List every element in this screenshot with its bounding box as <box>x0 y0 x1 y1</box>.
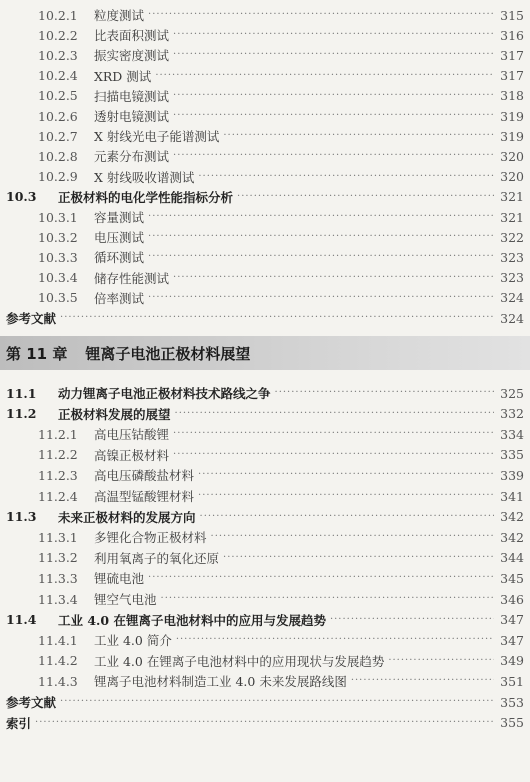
toc-entry[interactable] <box>0 650 530 672</box>
toc-entry[interactable] <box>0 267 530 289</box>
dot-leader <box>173 423 494 445</box>
dot-leader <box>173 24 494 46</box>
dot-leader <box>211 526 494 548</box>
section-title: 工业 4.0 在锂离子电池材料中的应用与发展趋势 <box>58 612 326 628</box>
page-number: 325 <box>500 385 524 401</box>
dot-leader <box>148 567 494 589</box>
section-title: 利用氧离子的氧化还原 <box>94 550 220 566</box>
section-title: 倍率测试 <box>94 290 145 306</box>
dot-leader <box>60 691 494 713</box>
page-number: 341 <box>500 488 524 504</box>
dot-leader <box>198 166 494 188</box>
dot-leader <box>35 712 494 734</box>
page-number: 347 <box>500 612 524 628</box>
toc-entry[interactable] <box>0 547 530 569</box>
section-number: 10.2.7 <box>38 128 78 144</box>
dot-leader <box>223 125 494 147</box>
page-number: 334 <box>500 426 524 442</box>
section-title: 比表面积测试 <box>94 28 170 44</box>
page-number: 323 <box>500 270 524 286</box>
section-title: 未来正极材料的发展方向 <box>58 509 196 525</box>
section-number: 11.2 <box>6 406 37 422</box>
toc-entry[interactable] <box>0 567 530 589</box>
page-number: 316 <box>500 27 524 43</box>
section-number: 11.1 <box>6 385 37 401</box>
dot-leader <box>173 444 494 466</box>
dot-leader <box>173 145 494 167</box>
chapter-heading <box>0 336 530 370</box>
section-title: X 射线吸收谱测试 <box>94 169 195 185</box>
toc-entry[interactable] <box>0 186 530 208</box>
toc-entry[interactable] <box>0 506 530 528</box>
section-title: 储存性能测试 <box>94 270 170 286</box>
dot-leader <box>175 403 494 425</box>
toc-entry[interactable] <box>0 444 530 466</box>
dot-leader <box>148 246 494 268</box>
section-number: 11.2.3 <box>38 467 78 483</box>
dot-leader <box>223 547 494 569</box>
section-number: 11.4.1 <box>38 632 78 648</box>
dot-leader <box>155 65 494 87</box>
dot-leader <box>173 44 494 66</box>
section-number: 10.2.8 <box>38 148 78 164</box>
toc-entry[interactable] <box>0 423 530 445</box>
section-number: 11.3.3 <box>38 570 78 586</box>
section-title: 锂空气电池 <box>94 592 157 607</box>
dot-leader <box>351 670 494 692</box>
section-number: 11.4.3 <box>38 673 78 689</box>
section-title: 锂硫电池 <box>94 571 145 587</box>
toc-entry[interactable] <box>0 526 530 548</box>
dot-leader <box>198 464 494 486</box>
section-number: 11.2.1 <box>38 426 78 442</box>
page-number: 342 <box>500 529 524 545</box>
section-number: 11.4.2 <box>38 653 78 669</box>
section-number: 10.3.3 <box>38 249 78 265</box>
dot-leader <box>148 206 494 228</box>
section-number: 10.2.9 <box>38 169 78 185</box>
page-number: 319 <box>500 108 524 124</box>
section-number: 10.3.5 <box>38 290 78 306</box>
page-number: 351 <box>500 673 524 689</box>
section-number: 10.2.1 <box>38 7 78 23</box>
toc-entry[interactable] <box>0 403 530 425</box>
dot-leader <box>176 629 494 651</box>
section-number: 11.4 <box>6 612 37 628</box>
section-title: 动力锂离子电池正极材料技术路线之争 <box>58 386 271 401</box>
toc-entry[interactable] <box>0 485 530 507</box>
toc-entry[interactable] <box>0 382 530 404</box>
page-number: 344 <box>500 550 524 566</box>
dot-leader <box>388 650 494 672</box>
dot-leader <box>200 506 494 528</box>
dot-leader <box>148 4 494 26</box>
toc-entry[interactable] <box>0 464 530 486</box>
section-title: 振实密度测试 <box>94 48 170 64</box>
section-number: 10.2.6 <box>38 108 78 124</box>
section-title: 锂离子电池材料制造工业 4.0 未来发展路线图 <box>94 674 347 690</box>
chapter-title: 锂离子电池正极材料展望 <box>85 344 251 363</box>
toc-entry[interactable] <box>0 246 530 268</box>
section-title: 元素分布测试 <box>94 149 170 165</box>
section-number: 10.3.2 <box>38 229 78 245</box>
page-number: 319 <box>500 128 524 144</box>
section-title: 容量测试 <box>94 210 145 225</box>
toc-entry[interactable] <box>0 125 530 147</box>
page-number: 322 <box>500 229 524 245</box>
section-title: 高温型锰酸锂材料 <box>94 489 195 504</box>
section-title: 多锂化合物正极材料 <box>94 530 207 546</box>
section-number: 11.2.2 <box>38 447 78 463</box>
page-number: 320 <box>500 169 524 185</box>
toc-entry[interactable] <box>0 105 530 127</box>
section-number: 10.3.4 <box>38 270 78 286</box>
section-title: 参考文献 <box>6 311 57 326</box>
dot-leader <box>198 485 494 507</box>
section-title: 电压测试 <box>94 230 145 246</box>
page-number: 321 <box>500 209 524 225</box>
toc-entry[interactable] <box>0 206 530 228</box>
toc-entry[interactable] <box>0 588 530 610</box>
page-number: 349 <box>500 653 524 669</box>
page-number: 345 <box>500 570 524 586</box>
chapter-number: 第 11 章 <box>6 344 68 363</box>
page-number: 321 <box>500 189 524 205</box>
section-title: 高电压磷酸盐材料 <box>94 468 195 484</box>
toc-entry[interactable] <box>0 145 530 167</box>
section-number: 11.3.4 <box>38 591 78 607</box>
toc-entry[interactable] <box>0 4 530 26</box>
page-number: 346 <box>500 591 524 607</box>
section-number: 10.2.3 <box>38 47 78 63</box>
toc-entry[interactable] <box>0 712 530 734</box>
page-number: 323 <box>500 249 524 265</box>
toc-entry[interactable] <box>0 670 530 692</box>
section-title: 工业 4.0 简介 <box>94 633 172 649</box>
section-title: X 射线光电子能谱测试 <box>94 129 220 145</box>
dot-leader <box>173 85 494 107</box>
section-title: 参考文献 <box>6 695 57 710</box>
section-title: 正极材料的电化学性能指标分析 <box>58 189 234 205</box>
toc-entry[interactable] <box>0 85 530 107</box>
page-number: 353 <box>500 694 524 710</box>
section-title: XRD 测试 <box>94 68 152 84</box>
page-number: 318 <box>500 88 524 104</box>
section-number: 11.3.1 <box>38 529 78 545</box>
toc-entry[interactable] <box>0 307 530 329</box>
section-title: 扫描电镜测试 <box>94 88 170 104</box>
page-number: 355 <box>500 715 524 731</box>
dot-leader <box>148 287 494 309</box>
toc-entry[interactable] <box>0 24 530 46</box>
page-number: 332 <box>500 406 524 422</box>
page-number: 335 <box>500 447 524 463</box>
section-title: 工业 4.0 在锂离子电池材料中的应用现状与发展趋势 <box>94 653 385 669</box>
toc-entry[interactable] <box>0 609 530 631</box>
section-title: 高镍正极材料 <box>94 447 170 463</box>
page-number: 315 <box>500 7 524 23</box>
section-number: 11.3.2 <box>38 550 78 566</box>
toc-entry[interactable] <box>0 65 530 87</box>
section-title: 高电压钴酸锂 <box>94 427 170 443</box>
page-number: 324 <box>500 310 524 326</box>
dot-leader <box>148 226 494 248</box>
section-title: 粒度测试 <box>94 8 145 23</box>
section-number: 10.2.5 <box>38 88 78 104</box>
dot-leader <box>237 186 494 208</box>
page-number: 347 <box>500 632 524 648</box>
section-number: 11.2.4 <box>38 488 78 504</box>
dot-leader <box>173 267 494 289</box>
toc-entry[interactable] <box>0 166 530 188</box>
section-title: 循环测试 <box>94 250 145 266</box>
toc-entry[interactable] <box>0 226 530 248</box>
page-number: 320 <box>500 148 524 164</box>
page-number: 324 <box>500 290 524 306</box>
page-number: 317 <box>500 68 524 84</box>
page-number: 339 <box>500 467 524 483</box>
page-number: 342 <box>500 509 524 525</box>
dot-leader <box>60 307 494 329</box>
section-title: 索引 <box>6 715 32 731</box>
dot-leader <box>173 105 494 127</box>
dot-leader <box>330 609 494 631</box>
page-number: 317 <box>500 47 524 63</box>
section-number: 10.3.1 <box>38 209 78 225</box>
dot-leader <box>161 588 494 610</box>
section-number: 10.3 <box>6 189 37 205</box>
dot-leader <box>275 382 494 404</box>
section-number: 10.2.4 <box>38 68 78 84</box>
section-number: 11.3 <box>6 509 37 525</box>
toc-entry[interactable] <box>0 44 530 66</box>
section-number: 10.2.2 <box>38 27 78 43</box>
section-title: 正极材料发展的展望 <box>58 406 171 422</box>
section-title: 透射电镜测试 <box>94 109 170 124</box>
toc-entry[interactable] <box>0 691 530 713</box>
toc-entry[interactable] <box>0 287 530 309</box>
toc-entry[interactable] <box>0 629 530 651</box>
